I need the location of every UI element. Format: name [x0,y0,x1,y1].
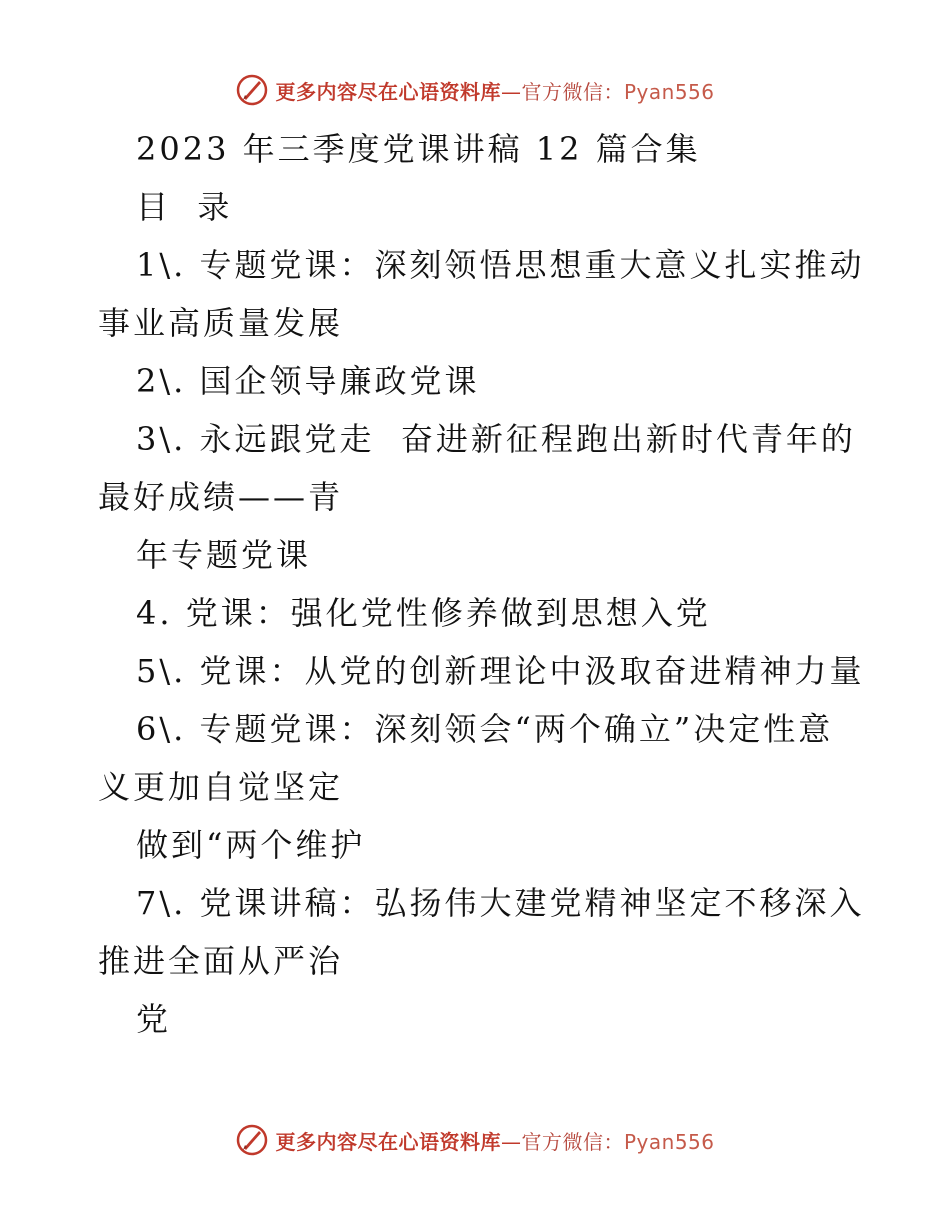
toc-line: 党 [136,1000,172,1038]
toc-line: 5\. 党课：从党的创新理论中汲取奋进精神力量 [136,652,865,690]
quill-logo-icon [235,1123,269,1157]
toc-line: 4. 党课：强化党性修养做到思想入党 [136,594,711,632]
toc-line: 2\. 国企领导廉政党课 [136,362,480,400]
toc-line: 推进全面从严治 [98,942,344,980]
toc-line: 1\. 专题党课：深刻领悟思想重大意义扎实推动 [136,246,865,284]
document-title: 2023 年三季度党课讲稿 12 篇合集 [136,130,701,168]
toc-line: 做到“两个维护 [136,826,366,864]
watermark-wechat-id: Pyan556 [623,79,715,104]
toc-heading: 目 录 [136,188,233,226]
toc-line: 最好成绩——青 [98,478,344,516]
watermark-separator: — [500,1129,522,1154]
watermark-text [275,76,714,105]
toc-line: 7\. 党课讲稿：弘扬伟大建党精神坚定不移深入 [136,884,865,922]
footer-watermark [0,1120,950,1160]
toc-line: 义更加自觉坚定 [98,768,344,806]
watermark-main-text: 更多内容尽在心语资料库 [275,79,501,104]
toc-line: 事业高质量发展 [98,304,344,342]
watermark-separator: — [500,79,522,104]
watermark-main-text: 更多内容尽在心语资料库 [275,1129,501,1154]
watermark-contact-label: 官方微信： [521,1129,624,1154]
watermark-text [275,1126,714,1155]
toc-list [98,236,865,1048]
quill-logo-icon [235,73,269,107]
toc-line: 6\. 专题党课：深刻领会“两个确立”决定性意 [136,710,834,748]
toc-line: 3\. 永远跟党走 奋进新征程跑出新时代青年的 [136,420,856,458]
watermark-wechat-id: Pyan556 [623,1129,715,1154]
header-watermark [0,70,950,110]
document-body [98,120,865,1048]
toc-line: 年专题党课 [136,536,312,574]
watermark-contact-label: 官方微信： [521,79,624,104]
